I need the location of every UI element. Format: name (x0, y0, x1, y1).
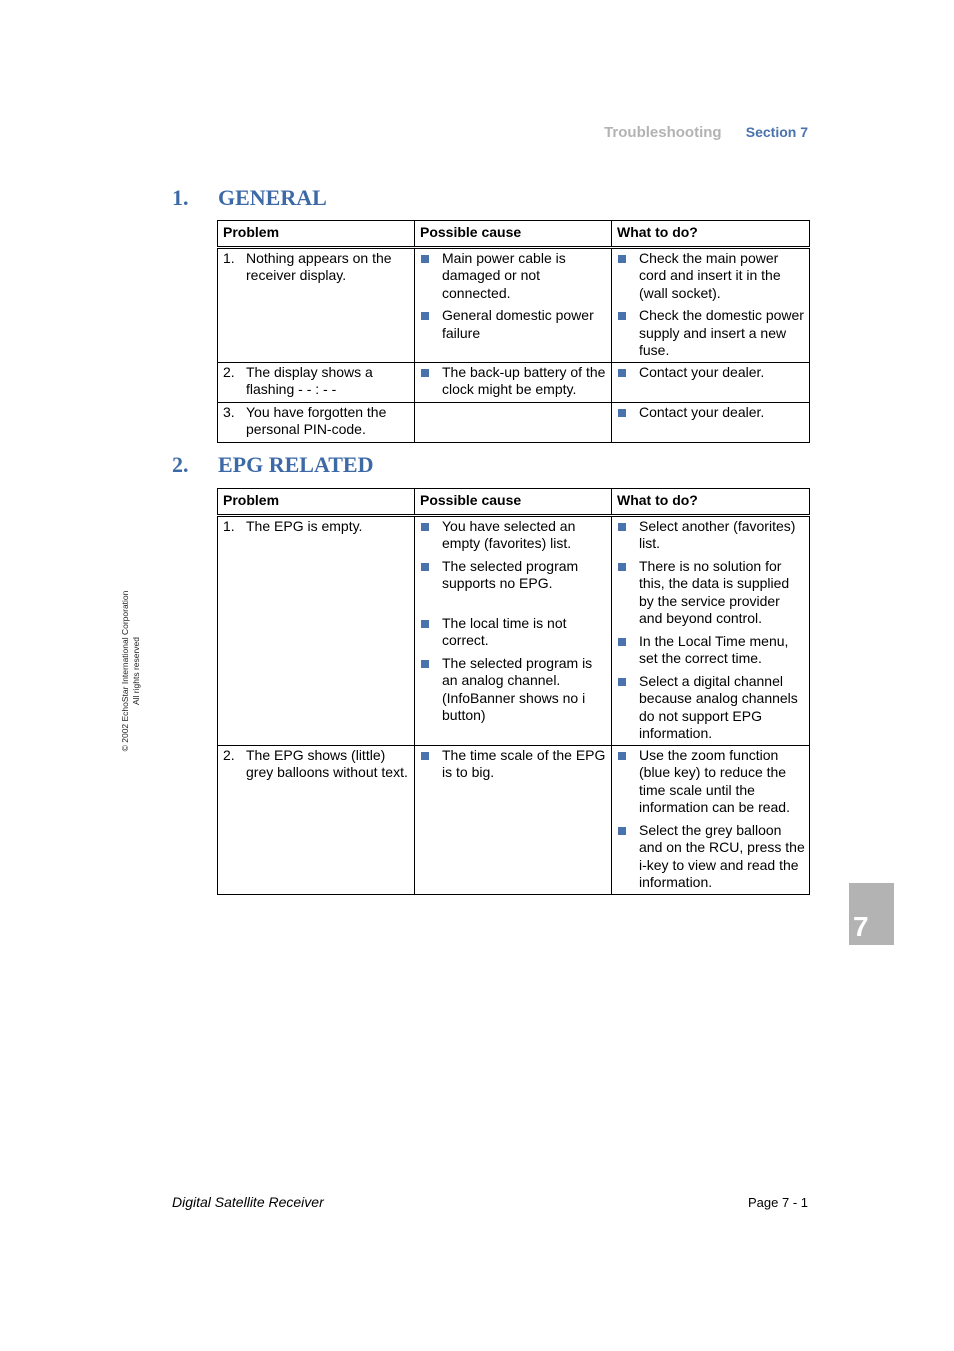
action-cell (612, 247, 810, 362)
action-text: In the Local Time menu, set the correct time. (639, 632, 789, 666)
cause-text: You have selected an empty (favorites) list. (442, 517, 576, 551)
cause-cell (415, 745, 612, 894)
action-text: There is no solution for this, the data is supplied by the service provider and beyond control. (639, 557, 790, 626)
col-header-cause: Possible cause (415, 489, 612, 516)
bullet-square-icon (419, 307, 442, 342)
bullet-square-icon (419, 558, 442, 593)
bullet-square-icon (616, 250, 639, 303)
cause-text: The time scale of the EPG is to big. (442, 746, 606, 780)
bullet-square-icon (419, 655, 442, 725)
bullet-square-icon (616, 518, 639, 553)
problem-cell (218, 362, 415, 402)
bullet-square-icon (616, 633, 639, 668)
action-text: Use the zoom function (blue key) to reduce the time scale until the information can be read. (639, 746, 790, 815)
section-heading: GENERAL (218, 185, 327, 210)
bullet-square-icon (616, 558, 639, 628)
problem-number: 1. (223, 517, 235, 534)
bullet-square-icon (419, 250, 442, 303)
table-header-row (218, 221, 810, 248)
bullet-square-icon (616, 307, 639, 360)
epg-table (217, 488, 810, 895)
cause-cell (415, 247, 612, 362)
action-cell (612, 515, 810, 745)
bullet-square-icon (616, 404, 639, 422)
cause-text: The selected program supports no EPG. (442, 557, 579, 591)
table-row (218, 745, 810, 894)
running-header (604, 124, 808, 141)
problem-number: 2. (223, 746, 235, 763)
action-text: Select a digital channel because analog channels do not support EPG information. (639, 672, 798, 741)
action-text: Contact your dealer. (639, 403, 765, 420)
problem-text: The EPG is empty. (246, 517, 363, 534)
table-row (218, 362, 810, 402)
problem-text: The display shows a flashing - - : - - (246, 363, 373, 397)
header-title: Troubleshooting (604, 124, 722, 141)
cause-text: The selected program is an analog channel. (InfoBanner shows no i button) (442, 654, 593, 723)
cause-cell (415, 515, 612, 745)
cause-text: The local time is not correct. (442, 614, 567, 648)
action-text: Check the main power cord and insert it in the (wall socket). (639, 249, 781, 301)
section-title-general (172, 185, 327, 211)
col-header-cause: Possible cause (415, 221, 612, 248)
problem-cell (218, 247, 415, 362)
bullet-square-icon (616, 364, 639, 382)
action-text: Select another (favorites) list. (639, 517, 796, 551)
table-row (218, 247, 810, 362)
action-text: Contact your dealer. (639, 363, 765, 380)
bullet-square-icon (616, 822, 639, 892)
copyright-line: © 2002 EchoStar International Corporation (120, 590, 130, 752)
problem-cell (218, 745, 415, 894)
problem-number: 3. (223, 403, 235, 420)
bullet-square-icon (616, 747, 639, 817)
action-cell (612, 745, 810, 894)
cause-cell (415, 402, 612, 442)
section-title-epg (172, 452, 373, 478)
action-cell (612, 362, 810, 402)
section-number: 1. (172, 185, 189, 210)
problem-number: 2. (223, 363, 235, 380)
problem-number: 1. (223, 249, 235, 266)
footer-product: Digital Satellite Receiver (172, 1194, 324, 1210)
col-header-action: What to do? (612, 221, 810, 248)
chapter-tab-label: 7 (853, 911, 869, 942)
cause-text: General domestic power failure (442, 307, 594, 341)
cause-text: The back-up battery of the clock might be empty. (442, 363, 606, 397)
cause-text: Main power cable is damaged or not connected. (442, 249, 566, 301)
section-heading: EPG RELATED (218, 452, 374, 477)
section-number: 2. (172, 452, 189, 477)
problem-text: The EPG shows (little) grey balloons without text. (246, 746, 408, 780)
problem-cell (218, 402, 415, 442)
problem-cell (218, 515, 415, 745)
action-cell (612, 402, 810, 442)
bullet-square-icon (419, 747, 442, 782)
table-header-row (218, 489, 810, 516)
action-text: Check the domestic power supply and insert a new fuse. (639, 307, 804, 358)
bullet-square-icon (419, 518, 442, 553)
col-header-problem: Problem (218, 489, 415, 516)
col-header-action: What to do? (612, 489, 810, 516)
rights-line: All rights reserved (131, 636, 141, 706)
bullet-square-icon (616, 673, 639, 743)
table-row (218, 402, 810, 442)
chapter-tab (849, 883, 894, 945)
copyright-notice (120, 576, 142, 766)
cause-cell (415, 362, 612, 402)
action-text: Select the grey balloon and on the RCU, press the i-key to view and read the information. (639, 821, 805, 890)
header-section: Section 7 (745, 124, 808, 140)
footer-page-number: Page 7 - 1 (748, 1195, 808, 1210)
table-row (218, 515, 810, 745)
problem-text: You have forgotten the personal PIN-code. (246, 403, 387, 437)
problem-text: Nothing appears on the receiver display. (246, 249, 392, 283)
bullet-square-icon (419, 615, 442, 650)
general-table (217, 220, 810, 443)
bullet-square-icon (419, 364, 442, 399)
col-header-problem: Problem (218, 221, 415, 248)
